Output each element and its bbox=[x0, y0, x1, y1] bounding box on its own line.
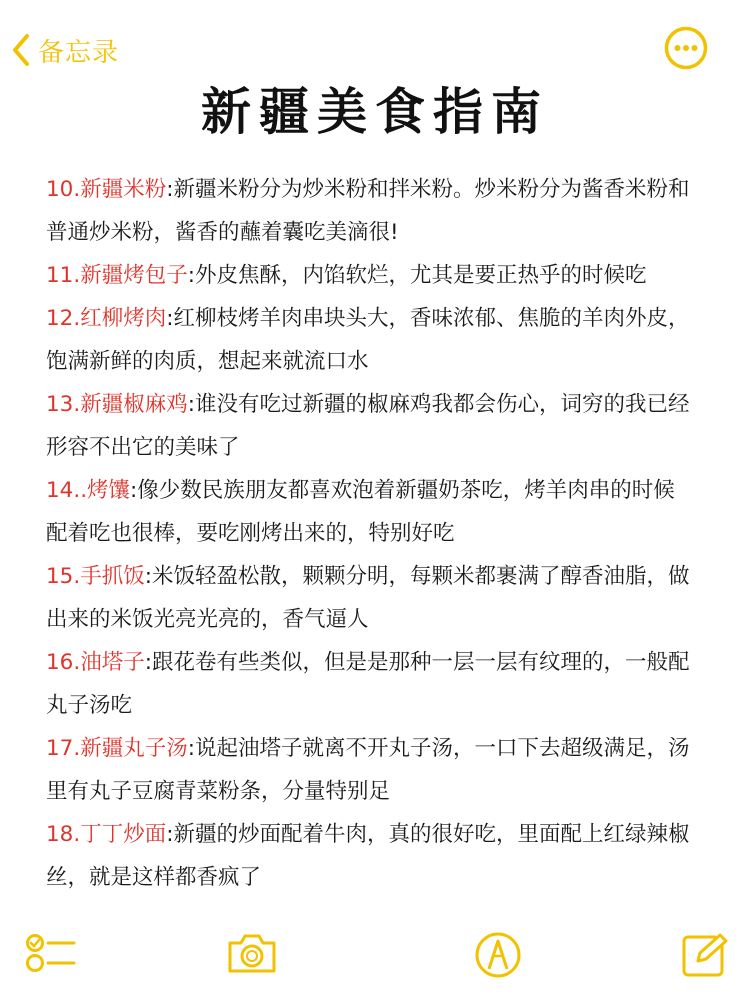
entry-dish-name: 油塔子 bbox=[80, 650, 145, 675]
note-entry bbox=[46, 383, 696, 469]
entry-dish-name: 新疆丸子汤 bbox=[80, 736, 188, 761]
entry-dish-name: 红柳烤肉 bbox=[80, 306, 167, 331]
entry-description: :米饭轻盈松散，颗颗分明，每颗米都裹满了醇香油脂，做出来的米饭光亮光亮的，香气逼人 bbox=[46, 564, 690, 632]
note-entry bbox=[46, 813, 696, 899]
entry-description: :新疆的炒面配着牛肉，真的很好吃，里面配上红绿辣椒丝，就是这样都香疯了 bbox=[46, 822, 690, 890]
entry-number: 11. bbox=[46, 263, 81, 288]
entry-description: :谁没有吃过新疆的椒麻鸡我都会伤心，词穷的我已经形容不出它的美味了 bbox=[46, 392, 690, 460]
entry-description: :说起油塔子就离不开丸子汤，一口下去超级满足，汤里有丸子豆腐青菜粉条，分量特别足 bbox=[46, 736, 690, 804]
entry-number: 17. bbox=[46, 736, 81, 761]
note-entry bbox=[46, 641, 696, 727]
entry-description: :新疆米粉分为炒米粉和拌米粉。炒米粉分为酱香米粉和普通炒米粉，酱香的蘸着囊吃美滴很! bbox=[46, 177, 690, 245]
entry-number: 16. bbox=[46, 650, 81, 675]
entry-description: :跟花卷有些类似，但是是那种一层一层有纹理的，一般配丸子汤吃 bbox=[46, 650, 690, 718]
entry-dish-name: 新疆椒麻鸡 bbox=[80, 392, 188, 417]
note-title: 新疆美食指南 bbox=[201, 83, 549, 141]
bottom-toolbar bbox=[0, 925, 750, 1000]
checklist-icon[interactable] bbox=[24, 932, 76, 974]
entry-number: 13. bbox=[46, 392, 81, 417]
note-entry bbox=[46, 254, 696, 297]
entry-dish-name: 新疆米粉 bbox=[80, 177, 167, 202]
note-entry bbox=[46, 297, 696, 383]
entry-description: :外皮焦酥，内馅软烂，尤其是要正热乎的时候吃 bbox=[187, 263, 647, 288]
markup-pen-icon[interactable] bbox=[474, 931, 522, 979]
note-entry bbox=[46, 469, 696, 555]
entry-dish-name: 烤馕 bbox=[87, 478, 131, 503]
back-button[interactable] bbox=[10, 30, 119, 70]
note-entry bbox=[46, 168, 696, 254]
note-entry bbox=[46, 727, 696, 813]
entry-number: 14.. bbox=[46, 478, 88, 503]
entry-number: 15. bbox=[46, 564, 81, 589]
more-options-icon[interactable] bbox=[664, 26, 708, 70]
entry-dish-name: 丁丁炒面 bbox=[80, 822, 167, 847]
note-entry bbox=[46, 555, 696, 641]
note-body[interactable] bbox=[46, 168, 696, 899]
entry-description: :红柳枝烤羊肉串块头大，香味浓郁、焦脆的羊肉外皮，饱满新鲜的肉质，想起来就流口水 bbox=[46, 306, 690, 374]
entry-number: 18. bbox=[46, 822, 81, 847]
entry-dish-name: 手抓饭 bbox=[80, 564, 145, 589]
back-label: 备忘录 bbox=[38, 37, 120, 68]
chevron-left-icon bbox=[10, 32, 32, 68]
camera-icon[interactable] bbox=[226, 931, 278, 975]
entry-dish-name: 新疆烤包子 bbox=[80, 263, 188, 288]
entry-description: :像少数民族朋友都喜欢泡着新疆奶茶吃，烤羊肉串的时候配着吃也很棒，要吃刚烤出来的，特别好吃 bbox=[46, 478, 675, 546]
entry-number: 12. bbox=[46, 306, 81, 331]
entry-number: 10. bbox=[46, 177, 81, 202]
compose-icon[interactable] bbox=[680, 931, 728, 979]
